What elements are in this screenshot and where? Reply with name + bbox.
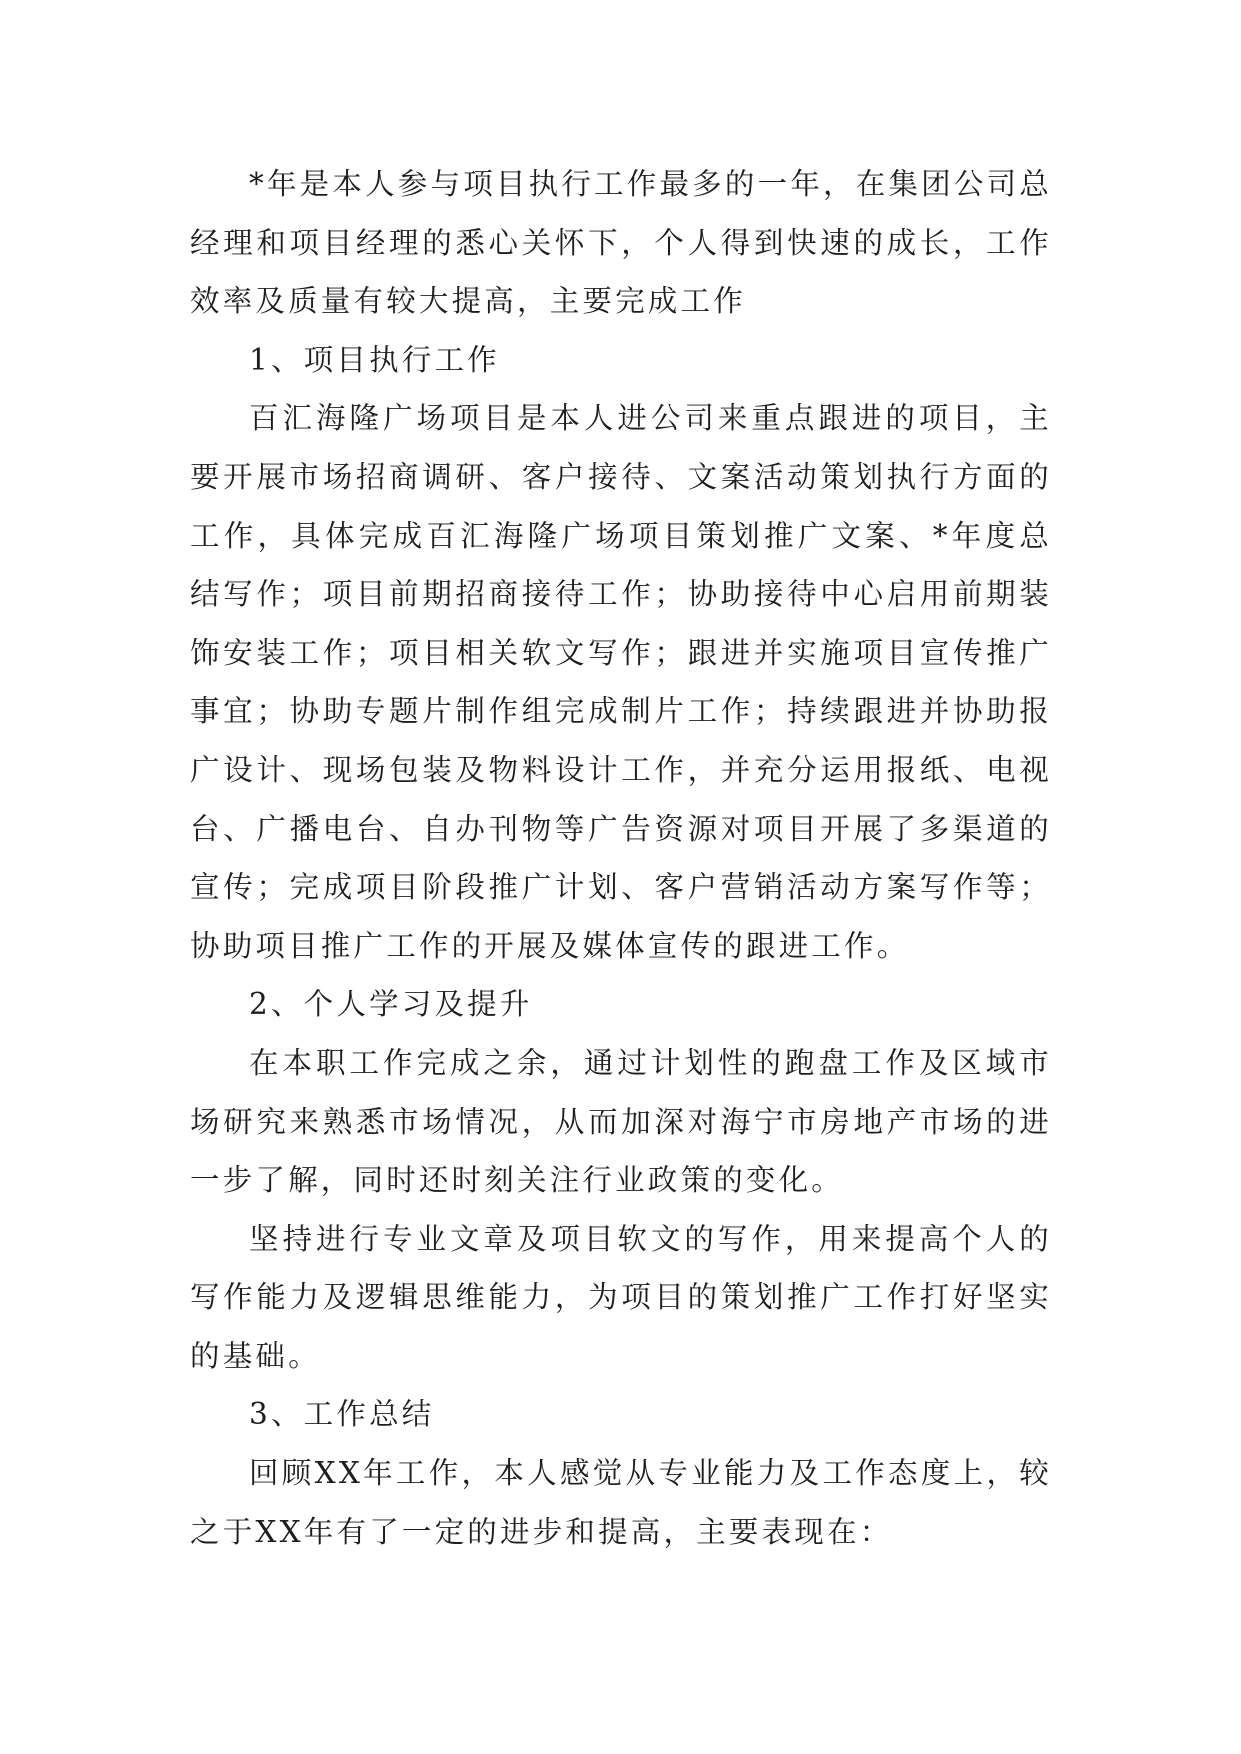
paragraph-market-research: 在本职工作完成之余，通过计划性的跑盘工作及区域市场研究来熟悉市场情况，从而加深对海宁市房地产市场的进一步了解，同时还时刻关注行业政策的变化。	[190, 1045, 1052, 1198]
paragraph-project-execution: 百汇海隆广场项目是本人进公司来重点跟进的项目，主要开展市场招商调研、客户接待、文案活动策划执行方面的工作，具体完成百汇海隆广场项目策划推广文案、*年度总结写作；项目前期招商接待工作；协助接待中心启用前期装饰安装工作；项目相关软文写作；跟进并实施项目宣传推广事宜；协助专题片制作组完成制片工作；持续跟进并协助报广设计、现场包装及物料设计工作，并充分运用报纸、电视台、广播电台、自办刊物等广告资源对项目开展了多渠道的宣传；完成项目阶段推广计划、客户营销活动方案写作等；协助项目推广工作的开展及媒体宣传的跟进工作。	[190, 401, 1052, 963]
heading-work-summary: 3、工作总结	[249, 1397, 435, 1432]
paragraph-review: 回顾XX年工作，本人感觉从专业能力及工作态度上，较之于XX年有了一定的进步和提高，主要表现在：	[190, 1456, 1052, 1549]
heading-personal-learning: 2、个人学习及提升	[249, 987, 533, 1022]
paragraph-intro: *年是本人参与项目执行工作最多的一年，在集团公司总经理和项目经理的悉心关怀下，个人得到快速的成长，工作效率及质量有较大提高，主要完成工作	[190, 167, 1052, 319]
document-body	[190, 155, 1052, 1561]
paragraph-writing-practice: 坚持进行专业文章及项目软文的写作，用来提高个人的写作能力及逻辑思维能力，为项目的策划推广工作打好坚实的基础。	[190, 1221, 1052, 1373]
heading-project-execution: 1、项目执行工作	[249, 342, 500, 377]
